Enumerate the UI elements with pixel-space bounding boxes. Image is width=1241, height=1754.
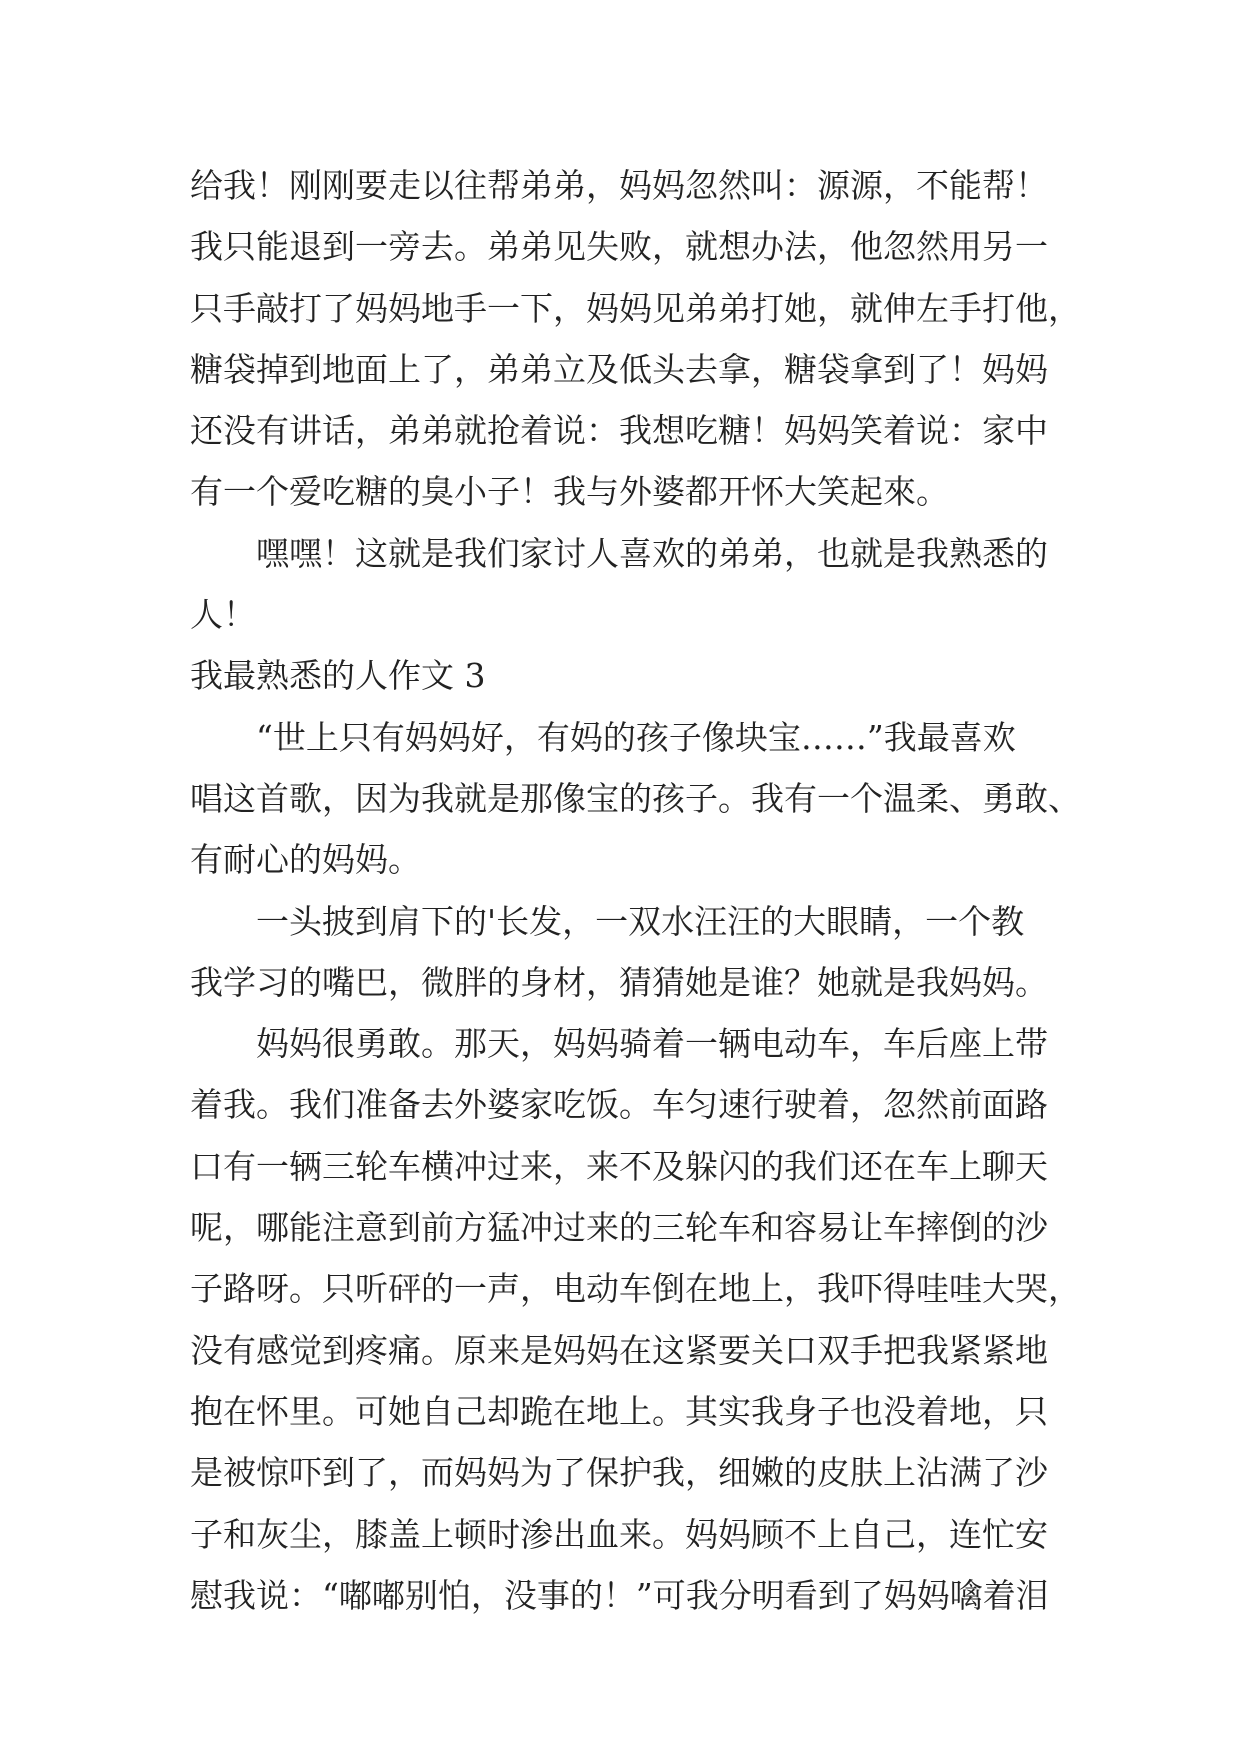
text-line: 糖袋掉到地面上了，弟弟立及低头去拿，糖袋拿到了！妈妈	[190, 349, 1048, 389]
text-line: 没有感觉到疼痛。原来是妈妈在这紧要关口双手把我紧紧地	[190, 1330, 1048, 1370]
text-line: 子路呀。只听砰的一声，电动车倒在地上，我吓得哇哇大哭，	[190, 1269, 1081, 1309]
text-line: 抱在怀里。可她自己却跪在地上。其实我身子也没着地，只	[190, 1391, 1048, 1431]
text-line: 我学习的嘴巴，微胖的身材，猜猜她是谁？她就是我妈妈。	[190, 962, 1048, 1002]
text-line: 慰我说：“嘟嘟别怕，没事的！”可我分明看到了妈妈噙着泪	[190, 1575, 1049, 1615]
text-line: 有一个爱吃糖的臭小子！我与外婆都开怀大笑起來。	[190, 472, 949, 512]
text-line: 口有一辆三轮车横冲过来，来不及躲闪的我们还在车上聊天	[190, 1146, 1048, 1186]
text-line: 人！	[190, 595, 256, 635]
document-body	[190, 155, 1081, 1626]
text-line: 给我！刚刚要走以往帮弟弟，妈妈忽然叫：源源，不能帮！	[190, 166, 1048, 205]
text-line: “世上只有妈妈好，有妈的孩子像块宝……”我最喜欢	[256, 717, 1016, 757]
text-line: 有耐心的妈妈。	[190, 840, 421, 880]
text-line: 子和灰尘，膝盖上顿时渗出血来。妈妈顾不上自己，连忙安	[190, 1514, 1048, 1554]
text-line: 着我。我们准备去外婆家吃饭。车匀速行驶着，忽然前面路	[190, 1085, 1048, 1125]
text-line: 呢，哪能注意到前方猛冲过来的三轮车和容易让车摔倒的沙	[190, 1208, 1048, 1248]
text-line: 我只能退到一旁去。弟弟见失败，就想办法，他忽然用另一	[190, 227, 1048, 267]
text-line: 还没有讲话，弟弟就抢着说：我想吃糖！妈妈笑着说：家中	[190, 411, 1048, 451]
text-line: 妈妈很勇敢。那天，妈妈骑着一辆电动车，车后座上带	[256, 1024, 1048, 1064]
section-heading: 我最熟悉的人作文 3	[190, 656, 486, 696]
text-line: 唱这首歌，因为我就是那像宝的孩子。我有一个温柔、勇敢、	[190, 778, 1081, 818]
text-line: 只手敲打了妈妈地手一下，妈妈见弟弟打她，就伸左手打他，	[190, 288, 1081, 328]
text-line: 一头披到肩下的'长发，一双水汪汪的大眼睛，一个教	[256, 901, 1025, 941]
text-line: 是被惊吓到了，而妈妈为了保护我，细嫩的皮肤上沾满了沙	[190, 1453, 1048, 1493]
text-line: 嘿嘿！这就是我们家讨人喜欢的弟弟，也就是我熟悉的	[256, 533, 1048, 573]
